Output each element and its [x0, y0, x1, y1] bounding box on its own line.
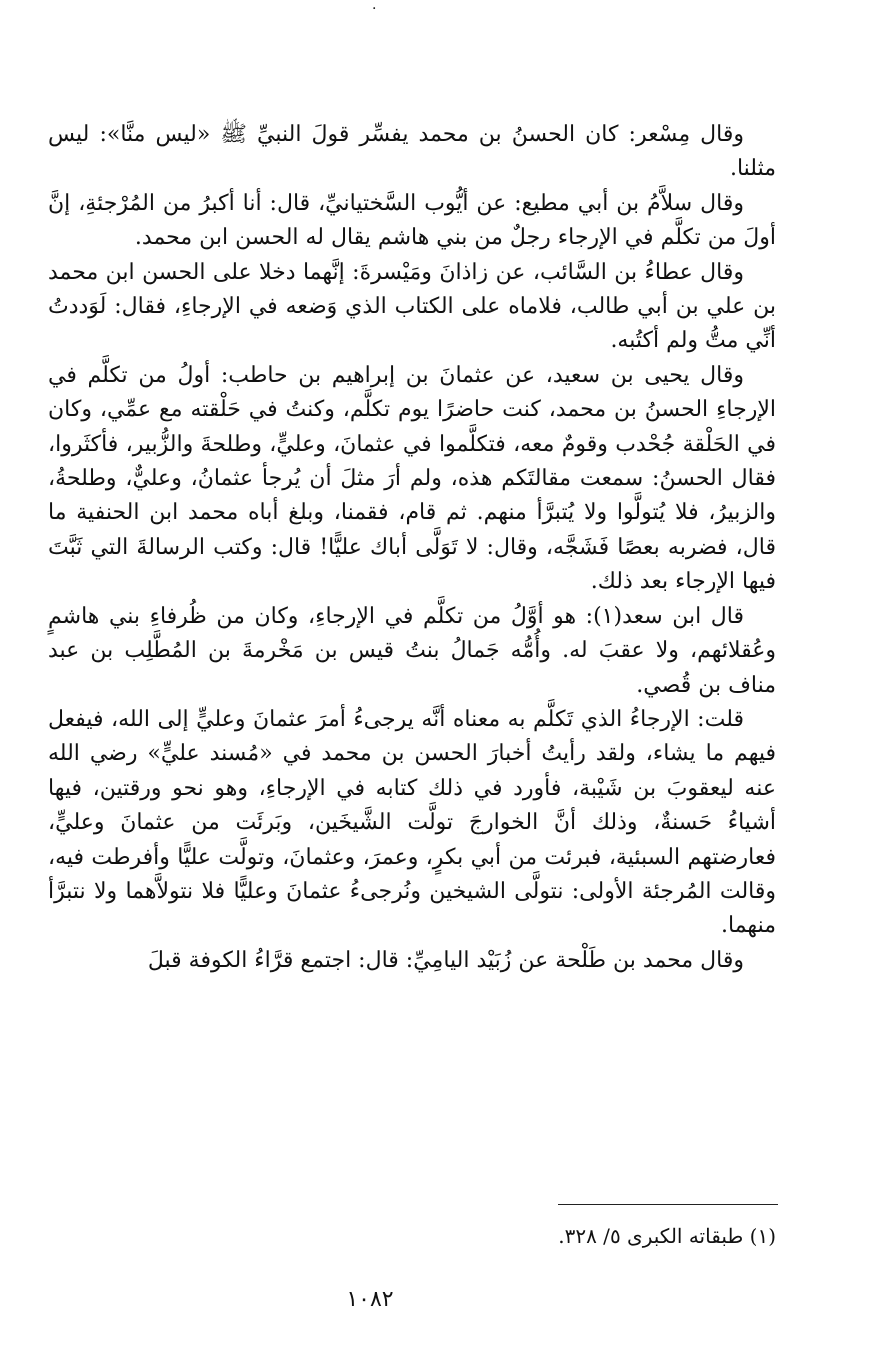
main-text [48, 118, 776, 978]
footnote-separator [558, 1204, 778, 1205]
paragraph-6: قلت: الإرجاءُ الذي تَكلَّم به معناه أنَّه يرجىءُ أمرَ عثمانَ وعليٍّ إلى الله، فيفعل فيهم ما يشاء، ولقد رأيتُ أخبارَ الحسن بن محمد في «مُسند عليٍّ» رضي الله عنه ليعقوبَ بن شَيْبة، فأورد في ذلك كتابه في الإرجاءِ، وهو نحو ورقتين، فيها أشياءُ حَسنةٌ، وذلك أنَّ الخوارجَ تولَّت الشَّيخَين، وبَرئَت من عثمانَ وعليٍّ، فعارضتهم السبئية، فبرئت من أبي بكرٍ، وعمرَ، وعثمانَ، وتولَّت عليًّا وأفرطت فيه، وقالت المُرجئة الأولى: نتولَّى الشيخين ونُرجىءُ عثمانَ وعليًّا فلا نتولاَّهما ولا نتبرَّأ منهما. [48, 706, 776, 939]
paragraph-3: وقال عطاءُ بن السَّائب، عن زاذانَ ومَيْسرةَ: إنَّهما دخلا على الحسن ابن محمد بن علي بن أبي طالب، فلاماه على الكتاب الذي وَضعه في الإرجاءِ، فقال: لَوَددتُ أنِّي متُّ ولم أكتُبه. [48, 259, 776, 354]
paragraph-7: وقال محمد بن طَلْحة عن زُبَيْد اليامِيِّ: قال: اجتمع قرَّاءُ الكوفة قبلَ [147, 947, 744, 973]
paragraph-1: وقال مِسْعر: كان الحسنُ بن محمد يفسِّر قولَ النبيِّ ﷺ «ليس منَّا»: ليس مثلنا. [48, 122, 776, 182]
paragraph-4: وقال يحيى بن سعيد، عن عثمانَ بن إبراهيم بن حاطب: أولُ من تكلَّم في الإرجاءِ الحسنُ بن محمد، كنت حاضرًا يوم تكلَّم، وكنتُ في حَلْقته مع عمِّي، وكان في الحَلْقة جُحْدب وقومٌ معه، فتكلَّموا في عثمانَ، وعليٍّ، وطلحةَ والزُّبير، فأكثَروا، فقال الحسنُ: سمعت مقالتَكم هذه، ولم أرَ مثلَ أن يُرجأ عثمانُ، وعليٌّ، وطلحةُ، والزبيرُ، فلا يُتولَّوا ولا يُتبرَّأ منهم. ثم قام، فقمنا، وبلغ أباه محمد ابن الحنفية ما قال، فضربه بعصًا فَشَجَّه، وقال: لا تَوَلَّى أباك عليًّا! قال: وكتب الرسالةَ التي ثَبَّتَ فيها الإرجاء بعد ذلك. [48, 362, 776, 595]
footnote: (١) طبقاته الكبرى ٥/ ٣٢٨. [558, 1224, 776, 1248]
page-number: ١٠٨٢ [346, 1287, 394, 1312]
top-mark: · [372, 1, 377, 17]
paragraph-5: قال ابن سعد(١): هو أوَّلُ من تكلَّم في الإرجاءِ، وكان من ظُرفاءِ بني هاشمٍ وعُقلائهم، ولا عقبَ له. وأُمُّه جَمالُ بنتُ قيس بن مَخْرمةَ بن المُطَّلِب بن عبد مناف بن قُصي. [48, 603, 776, 698]
paragraph-2: وقال سلاَّمُ بن أبي مطيع: عن أيُّوب السَّختيانيِّ، قال: أنا أكبرُ من المُرْجئةِ، إنَّ أولَ من تكلَّم في الإرجاء رجلٌ من بني هاشم يقال له الحسن ابن محمد. [48, 190, 776, 251]
